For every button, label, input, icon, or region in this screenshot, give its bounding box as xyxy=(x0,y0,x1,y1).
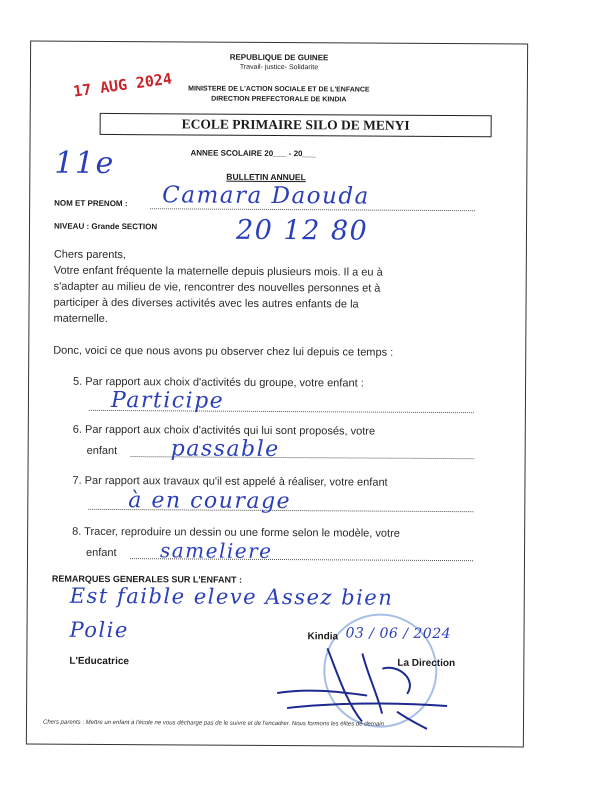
item-8-question-cont: enfant xyxy=(85,546,117,560)
signature-date: 03 / 06 / 2024 xyxy=(345,625,452,643)
item-7-answer: à en courage xyxy=(128,488,292,515)
footer-note: Chers parents : Mettre un enfant à l'école ne vous décharge pas de le suivre et de l'encadrer. Nous formons les élites de demain xyxy=(42,719,384,728)
intro-line-1: Votre enfant fréquente la maternelle depuis plusieurs mois. Il a eu à xyxy=(53,264,383,279)
direction-label: La Direction xyxy=(397,657,456,670)
place-label: Kindia xyxy=(307,631,339,643)
educator-label: L'Educatrice xyxy=(69,655,130,668)
direction: DIRECTION PREFECTORALE DE KINDIA xyxy=(211,95,347,104)
intro-line-3: participer à des diverses activités avec les autres enfants de la xyxy=(53,296,359,311)
item-5-answer: Participe xyxy=(110,387,225,414)
item-6-answer: passable xyxy=(170,436,280,463)
remarks-line-1: Est faible eleve Assez bien xyxy=(69,583,394,610)
item-8-answer: sameliere xyxy=(159,538,273,563)
country-heading: REPUBLIQUE DE GUINEE xyxy=(229,52,329,63)
date-stamp: 17 AUG 2024 xyxy=(72,69,173,101)
greeting: Chers parents, xyxy=(53,248,127,262)
school-year-label: ANNEE SCOLAIRE 20___ - 20___ xyxy=(190,148,316,159)
name-value: Camara Daouda xyxy=(162,182,370,210)
school-name: ECOLE PRIMAIRE SILO DE MENYI xyxy=(100,113,492,137)
level-label: NIVEAU : Grande SECTION xyxy=(53,221,158,232)
name-label: NOM ET PRENOM : xyxy=(54,198,128,209)
observe-line: Donc, voici ce que nous avons pu observer chez lui depuis ce temps : xyxy=(53,344,394,359)
director-signature xyxy=(267,633,468,734)
item-5-question: 5. Par rapport aux choix d'activités du groupe, votre enfant : xyxy=(73,375,364,390)
intro-line-4: maternelle. xyxy=(53,312,108,325)
remarks-label: REMARQUES GENERALES SUR L'ENFANT : xyxy=(51,573,243,585)
report-card-page xyxy=(26,40,528,747)
handwritten-rank: 11e xyxy=(54,145,115,182)
item-6-question: 6. Par rapport aux choix d'activités qui lui sont proposés, votre xyxy=(72,423,376,438)
item-8-question: 8. Tracer, reproduire un dessin ou une forme selon le modèle, votre xyxy=(72,525,400,540)
intro-line-2: s'adapter au milieu de vie, rencontrer des nouvelles personnes et à xyxy=(53,280,381,295)
item-6-question-cont: enfant xyxy=(86,444,118,458)
doc-title: BULLETIN ANNUEL xyxy=(226,171,306,183)
motto: Travail- justice- Solidarite xyxy=(239,63,319,72)
handwritten-number: 20 12 80 xyxy=(235,214,369,247)
item-7-question: 7. Par rapport aux travaux qu'il est appelé à réaliser, votre enfant xyxy=(72,474,388,489)
ministry: MINISTERE DE L'ACTION SOCIALE ET DE L'ENFANCE xyxy=(188,85,370,94)
remarks-line-2: Polie xyxy=(69,617,129,643)
